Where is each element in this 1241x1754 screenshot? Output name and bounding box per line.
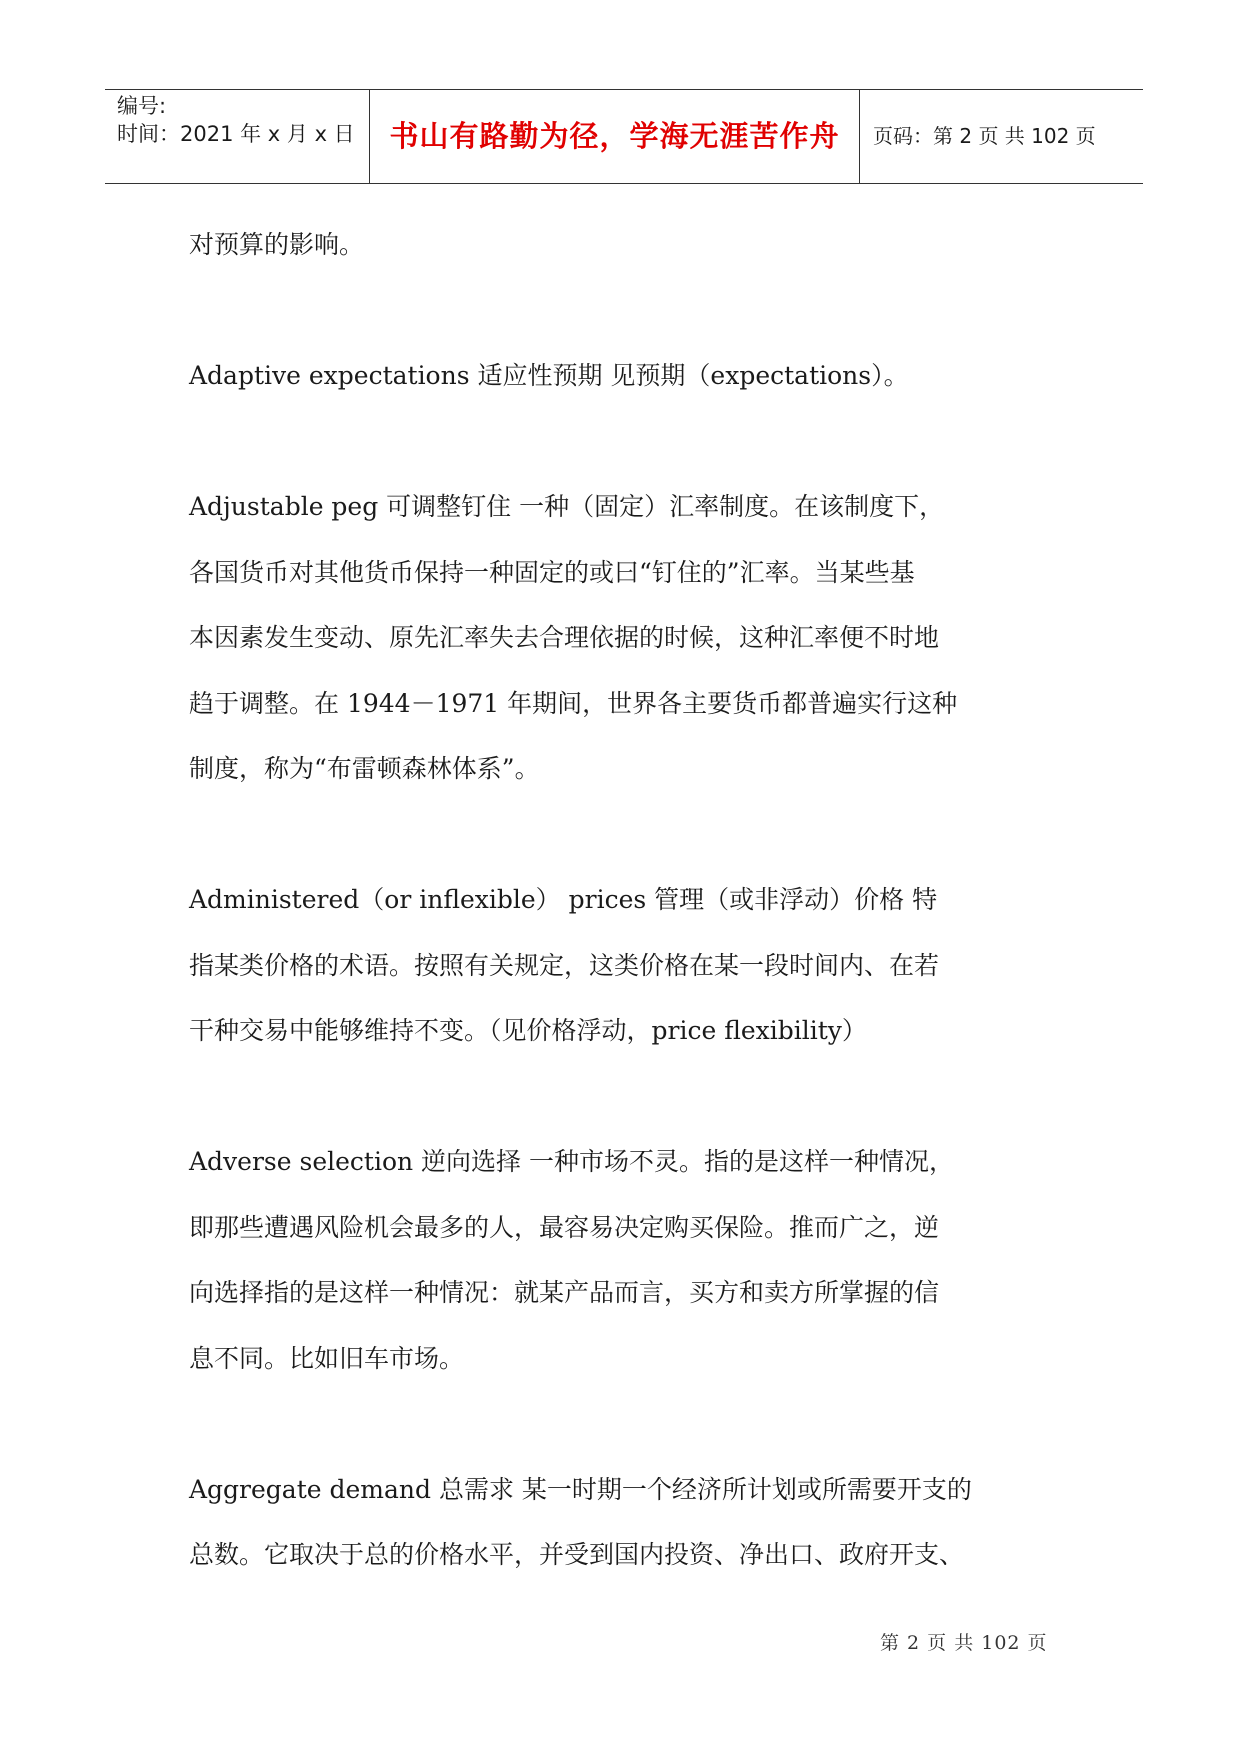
page-footer: 第 2 页 共 102 页 <box>880 1632 1048 1654</box>
text-line: 息不同。比如旧车市场。 <box>189 1343 465 1373</box>
header-meta <box>117 90 367 183</box>
paragraph <box>189 474 1069 802</box>
text-line: 本因素发生变动、原先汇率失去合理依据的时候，这种汇率便不时地 <box>189 623 940 652</box>
text-line: Adverse selection 逆向选择 一种市场不灵。指的是这样一种情况， <box>189 1147 955 1176</box>
text-line: 指某类价格的术语。按照有关规定，这类价格在某一段时间内、在若 <box>189 950 940 980</box>
text-line: 即那些遭遇风险机会最多的人，最容易决定购买保险。推而广之，逆 <box>189 1212 940 1242</box>
text-line: Adaptive expectations 适应性预期 见预期（expectations）。 <box>189 361 909 390</box>
paragraph <box>189 212 1069 278</box>
text-line: 趋于调整。在 1944－1971 年期间，世界各主要货币都普遍实行这种 <box>189 688 958 718</box>
paragraph <box>189 1129 1069 1391</box>
serial-number-label: 编号: <box>117 94 167 118</box>
paragraph <box>189 867 1069 1064</box>
text-line: 对预算的影响。 <box>189 230 365 259</box>
text-line: Aggregate demand 总需求 某一时期一个经济所计划或所需要开支的 <box>189 1474 972 1504</box>
header-motto: 书山有路勤为径，学海无涯苦作舟 <box>389 119 840 153</box>
text-line: Administered（or inflexible） prices 管理（或非浮动）价格 特 <box>189 885 938 914</box>
text-line: 各国货币对其他货币保持一种固定的或曰“钉住的”汇率。当某些基 <box>189 557 915 587</box>
text-line: 总数。它取决于总的价格水平，并受到国内投资、净出口、政府开支、 <box>189 1540 965 1569</box>
text-line: 干种交易中能够维持不变。（见价格浮动，price flexibility） <box>189 1016 867 1045</box>
document-body <box>189 212 1069 1588</box>
text-line: 制度，称为“布雷顿森林体系”。 <box>189 754 540 783</box>
page-header <box>105 89 1143 184</box>
date-label: 时间：2021 年 x 月 x 日 <box>117 122 355 146</box>
paragraph <box>189 1457 1069 1588</box>
text-line: 向选择指的是这样一种情况：就某产品而言，买方和卖方所掌握的信 <box>189 1278 940 1307</box>
header-divider <box>859 90 860 183</box>
paragraph <box>189 343 1069 409</box>
text-line: Adjustable peg 可调整钉住 一种（固定）汇率制度。在该制度下， <box>189 492 945 521</box>
header-page-info: 页码：第 2 页 共 102 页 <box>873 124 1096 148</box>
